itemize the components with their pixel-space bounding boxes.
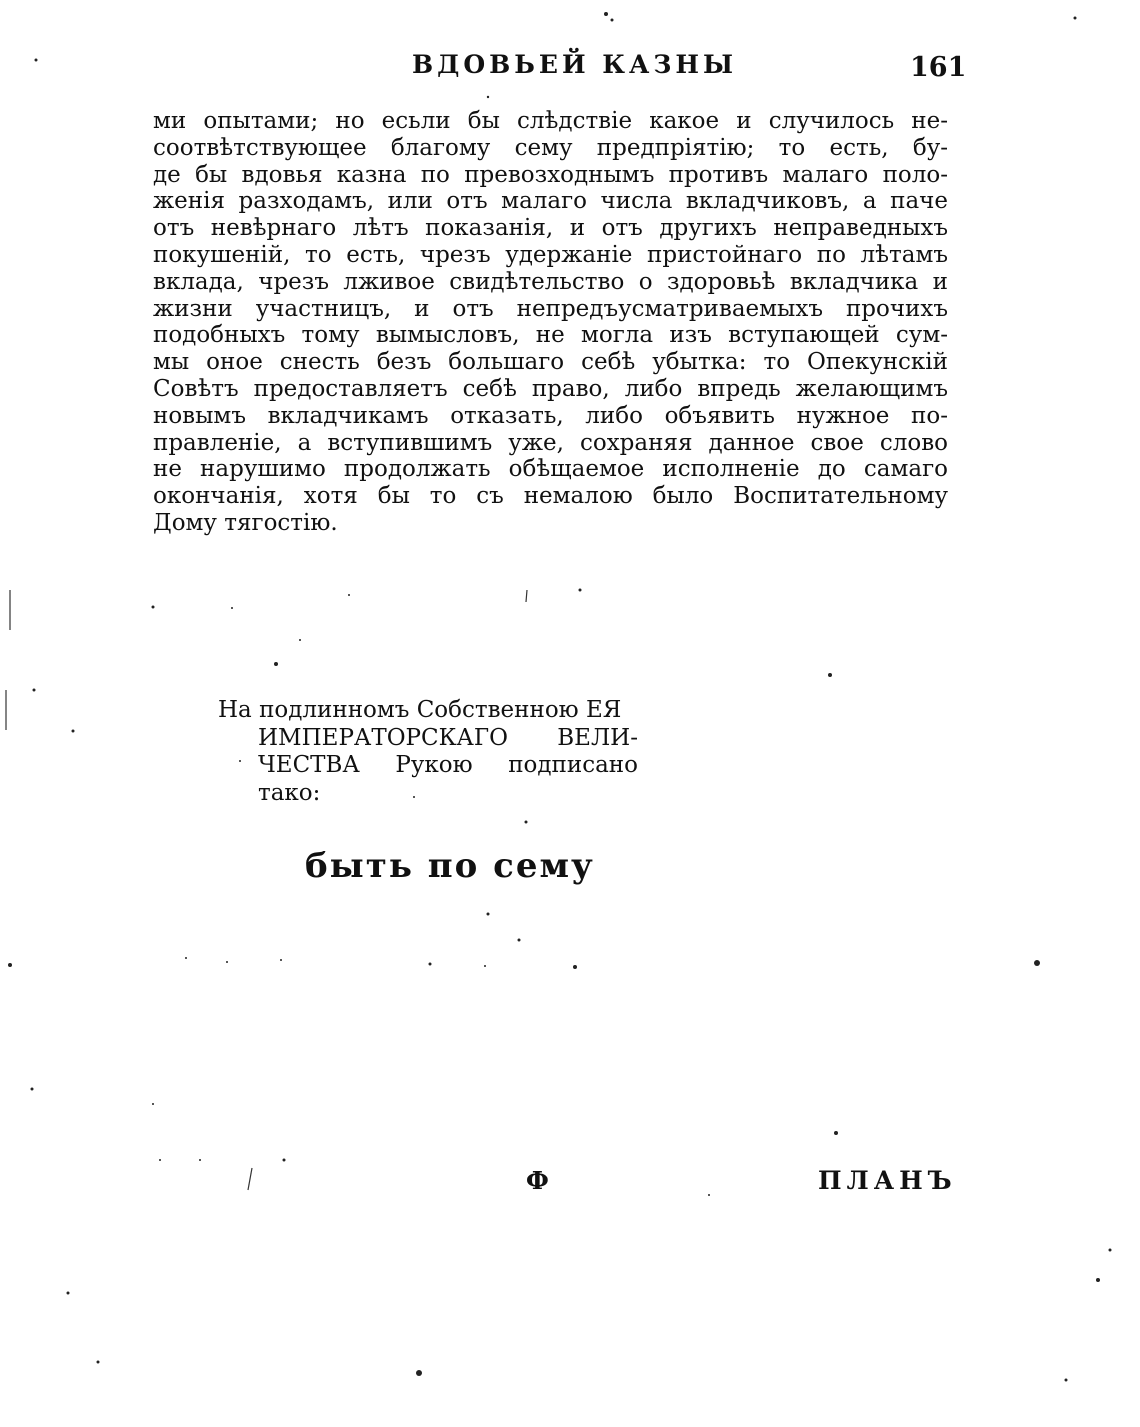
body-line: отъ невѣрнаго лѣтъ показанія, и отъ другихъ неправедныхъ (153, 215, 948, 242)
body-line: правленіе, а вступившимъ уже, сохраняя данное свое слово (153, 429, 948, 456)
body-line: окончанія, хотя бы то съ немалою было Воспитательному (153, 483, 948, 510)
body-line: Совѣтъ предоставляетъ себѣ право, либо впредь желающимъ (153, 375, 948, 402)
body-line: Дому тягостію. (153, 509, 338, 536)
signature-note-line: ЧЕСТВА Рукою подписано (258, 752, 638, 778)
signature-note-line: На подлинномъ Собственною ЕЯ (218, 697, 622, 723)
signature-note-line: тако: (258, 779, 321, 806)
body-line: де бы вдовья казна по превозходнымъ противъ малаго поло- (153, 161, 948, 188)
catchword: ПЛАНЪ (818, 1166, 957, 1195)
signature-note-line: ИМПЕРАТОРСКАГО ВЕЛИ- (258, 724, 638, 751)
body-line: вклада, чрезъ лживое свидѣтельство о здоровьѣ вкладчика и (153, 268, 948, 295)
body-line: женія разходамъ, или отъ малаго числа вкладчиковъ, а паче (153, 188, 948, 215)
body-line: соотвѣтствующее благому сему предпріятію; то есть, бу- (153, 134, 948, 161)
body-line: ми опытами; но есьли бы слѣдствіе какое и случилось не- (153, 108, 948, 134)
imperial-resolution: быть по сему (305, 846, 595, 886)
body-line: подобныхъ тому вымысловъ, не могла изъ вступающей сум- (153, 322, 948, 349)
running-title: ВДОВЬЕЙ КАЗНЫ (412, 50, 738, 79)
body-line: мы оное снесть безъ большаго себѣ убытка: то Опекунскій (153, 349, 948, 376)
body-line: покушеній, то есть, чрезъ удержаніе пристойнаго по лѣтамъ (153, 241, 948, 268)
body-line: жизни участницъ, и отъ непредъусматриваемыхъ прочихъ (153, 295, 948, 322)
page-number: 161 (910, 52, 967, 83)
body-line: не нарушимо продолжать обѣщаемое исполненіе до самаго (153, 456, 948, 483)
signature-mark: Ф (526, 1166, 549, 1195)
body-line: новымъ вкладчикамъ отказать, либо объявить нужное по- (153, 402, 948, 429)
